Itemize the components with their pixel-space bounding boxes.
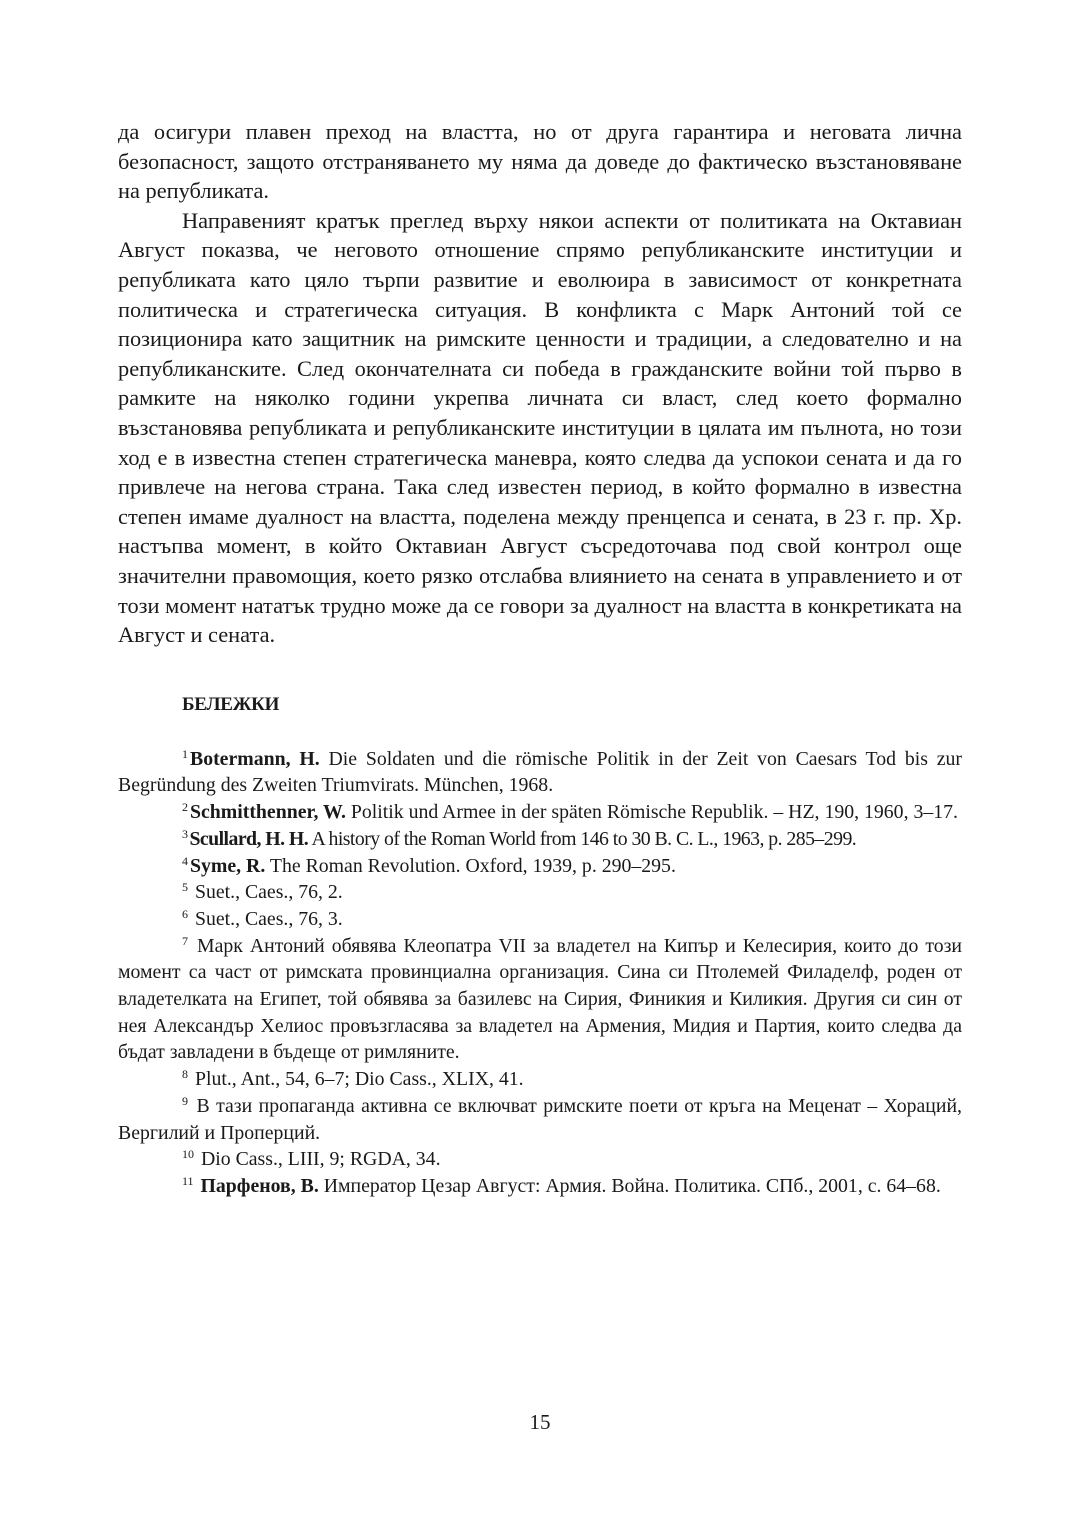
footnote-number: 1 (182, 746, 188, 761)
footnote-number: 8 (182, 1067, 188, 1082)
footnote-text: В тази пропаганда активна се включват римските поети от кръга на Меценат – Хораций, Вергилий и Проперций. (118, 1094, 962, 1144)
footnote-text: Император Цезар Август: Армия. Война. Политика. СПб., 2001, с. 64–68. (318, 1174, 941, 1197)
footnote-author: Парфенов, В. (200, 1174, 319, 1197)
footnote (118, 906, 962, 933)
footnote (118, 1146, 962, 1173)
footnote-text: A history of the Roman World from 146 to 30 B. C. L., 1963, p. 285–299. (308, 827, 857, 850)
page-content (118, 117, 962, 1200)
footnote-number: 9 (182, 1093, 188, 1108)
body-paragraph: Направеният кратък преглед върху някои аспекти от политиката на Октавиан Август показва, че неговото отношение спрямо републиканските институции и републиката като цяло търпи развитие и еволюира в зависимост от конкретната политическа и стратегическа ситуация. В конфликта с Марк Антоний той се позиционира като защитник на римските ценности и традиции, а следователно и на републиканските. След окончателната си победа в гражданските войни той първо в рамките на няколко години укрепва личната си власт, след което формално възстановява републиката и републиканските институции в цялата им пълнота, но този ход е в известна степен стратегическа маневра, която следва да успокои сената и да го привлече на негова страна. Така след известен период, в който формално в известна степен имаме дуалност на властта, поделена между пренцепса и сената, в 23 г. пр. Хр. настъпва момент, в който Октавиан Август съсредоточава под свой контрол още значителни правомощия, което рязко отслабва влиянието на сената в управлението и от този момент нататък трудно може да се говори за дуалност на властта в конкретиката на Август и сената. (118, 207, 962, 648)
footnote-text: Suet., Caes., 76, 3. (194, 907, 343, 930)
footnote-author: Botermann, H. (190, 747, 320, 770)
footnote-text: Politik und Armee in der späten Römische Republik. – HZ, 190, 1960, 3–17. (345, 801, 958, 824)
footnote-text: Марк Антоний обявява Клеопатра VII за владетел на Кипър и Келесирия, които до този момент са част от римската провинциална организация. Сина си Птолемей Филаделф, роден от владетелката на Египет, той обявява за базилевс на Сирия, Финикия и Киликия. Другия си син от нея Александър Хелиос провъзгласява за владетел на Армения, Мидия и Партия, които следва да бъдат завладени в бъдеще от римляните. (118, 934, 962, 1064)
footnote-number: 11 (182, 1173, 194, 1188)
footnote (118, 1066, 962, 1093)
notes-list (118, 746, 962, 1200)
footnote-number: 5 (182, 880, 188, 895)
footnote-text: Suet., Caes., 76, 2. (194, 881, 343, 904)
footnote-text: Plut., Ant., 54, 6–7; Dio Cass., XLIX, 41. (194, 1068, 524, 1091)
footnote (118, 746, 962, 799)
page-number: 15 (529, 1410, 551, 1434)
footnote-text: Dio Cass., LIII, 9; RGDA, 34. (200, 1148, 441, 1171)
footnote (118, 1173, 962, 1200)
footnote-author: Schmitthenner, W. (190, 801, 346, 824)
footnote-number: 6 (182, 906, 188, 921)
footnote (118, 1093, 962, 1146)
footnote-text: Die Soldaten und die römische Politik in der Zeit von Caesars Tod bis zur Begründung des Zweiten Triumvirats. München, 1968. (118, 747, 962, 797)
footnote (118, 933, 962, 1067)
notes-heading: БЕЛЕЖКИ (182, 693, 280, 715)
footnote-author: Scullard, H. H. (189, 827, 309, 850)
footnote (118, 799, 962, 826)
footnote (118, 879, 962, 906)
footnote-number: 10 (182, 1147, 194, 1162)
footnote (118, 826, 962, 853)
footnote-number: 4 (182, 853, 188, 868)
footnote-number: 3 (182, 826, 188, 841)
footnote-number: 7 (182, 933, 188, 948)
footnote (118, 853, 962, 880)
footnote-number: 2 (182, 800, 188, 815)
body-text (118, 117, 962, 650)
footnote-author: Syme, R. (190, 854, 266, 877)
body-paragraph: да осигури плавен преход на властта, но от друга гарантира и неговата лична безопасност, защото отстраняването му няма да доведе до фактическо възстановяване на републиката. (118, 119, 962, 204)
footnote-text: The Roman Revolution. Oxford, 1939, p. 290–295. (265, 854, 676, 877)
